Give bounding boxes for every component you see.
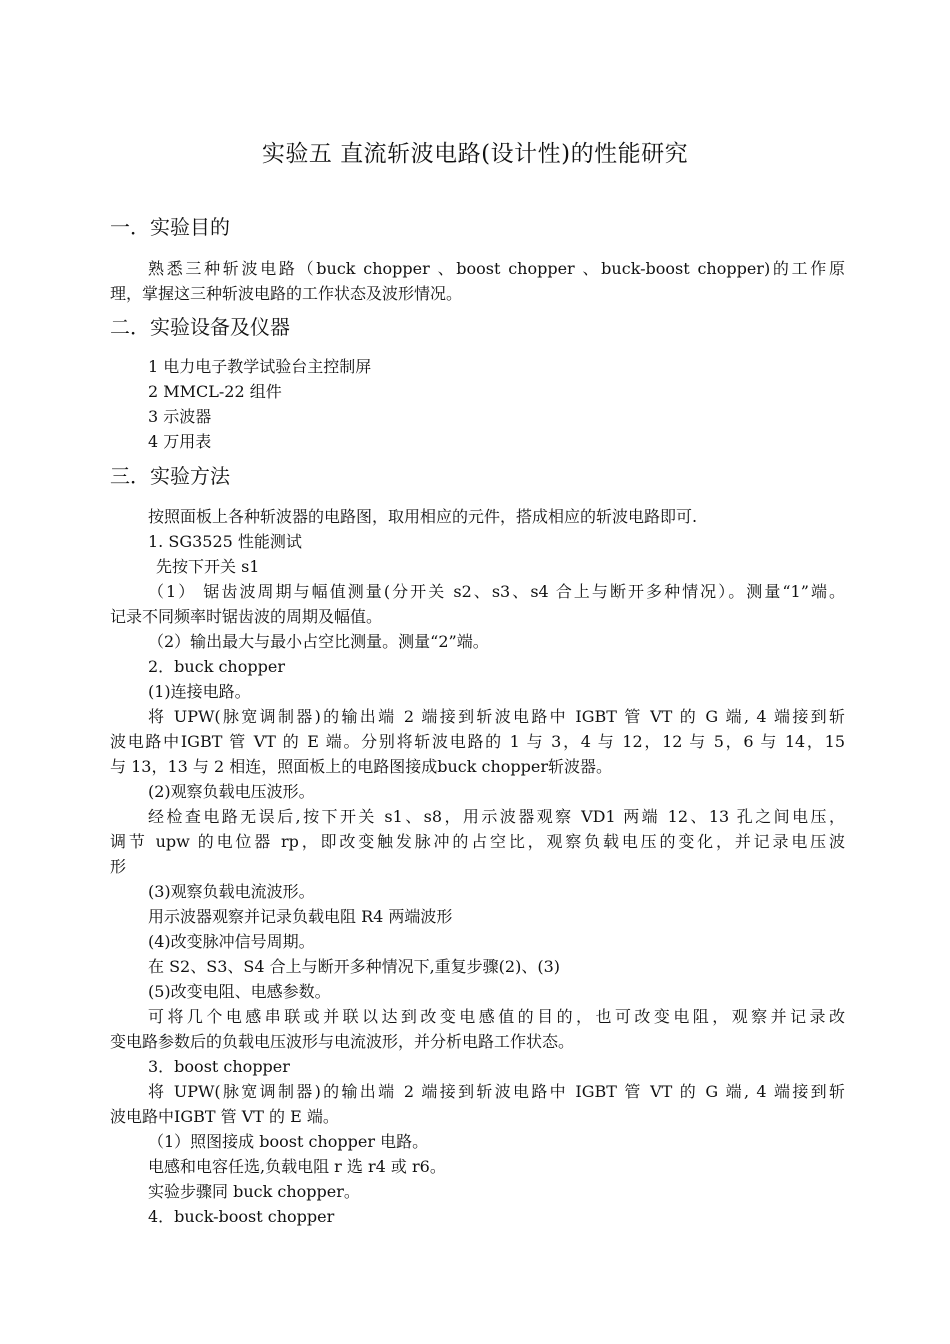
paragraph-line: 将 UPW(脉宽调制器)的输出端 2 端接到斩波电路中 IGBT 管 VT 的 G 端, 4 端接到斩	[148, 707, 845, 726]
paragraph-line: 按照面板上各种斩波器的电路图，取用相应的元件，搭成相应的斩波电路即可.	[148, 507, 698, 526]
paragraph-line: 可将几个电感串联或并联以达到改变电感值的目的，也可改变电阻，观察并记录改	[148, 1007, 845, 1026]
paragraph-line: 3．boost chopper	[148, 1057, 290, 1076]
paragraph-line: （1） 锯齿波周期与幅值测量(分开关 s2、s3、s4 合上与断开多种情况）。测量“1”端。	[148, 582, 845, 601]
paragraph-line: 调节 upw 的电位器 rp，即改变触发脉冲的占空比，观察负载电压的变化，并记录电压波	[110, 832, 845, 851]
list-item: 2 MMCL-22 组件	[148, 382, 282, 401]
paragraph-line: 变电路参数后的负载电压波形与电流波形，并分析电路工作状态。	[110, 1032, 575, 1051]
paragraph-line: 在 S2、S3、S4 合上与断开多种情况下,重复步骤(2)、(3)	[148, 957, 561, 976]
paragraph-line: 理，掌握这三种斩波电路的工作状态及波形情况。	[110, 284, 463, 303]
paragraph-line: (5)改变电阻、电感参数。	[148, 982, 331, 1001]
section-heading-equipment: 二．实验设备及仪器	[110, 315, 290, 339]
paragraph-line: (2)观察负载电压波形。	[148, 782, 315, 801]
paragraph-line: 1. SG3525 性能测试	[148, 532, 302, 551]
section-heading-purpose: 一．实验目的	[110, 215, 230, 239]
paragraph-line: 实验步骤同 buck chopper。	[148, 1182, 360, 1201]
paragraph-line: 与 13，13 与 2 相连，照面板上的电路图接成buck chopper斩波器。	[110, 757, 613, 776]
section-heading-method: 三．实验方法	[110, 464, 230, 488]
paragraph-line: 4．buck-boost chopper	[148, 1207, 335, 1226]
paragraph-line: 2．buck chopper	[148, 657, 285, 676]
paragraph-line: (4)改变脉冲信号周期。	[148, 932, 315, 951]
paragraph-line: 用示波器观察并记录负载电阻 R4 两端波形	[148, 907, 453, 926]
paragraph-line: 波电路中IGBT 管 VT 的 E 端。分别将斩波电路的 1 与 3，4 与 12，12 与 5，6 与 14，15	[110, 732, 845, 751]
equipment-list	[110, 354, 845, 454]
document-title: 实验五 直流斩波电路(设计性)的性能研究	[261, 141, 689, 167]
paragraph-line: (3)观察负载电流波形。	[148, 882, 315, 901]
paragraph-line: 将 UPW(脉宽调制器)的输出端 2 端接到斩波电路中 IGBT 管 VT 的 G 端, 4 端接到斩	[148, 1082, 845, 1101]
paragraph-line: 形	[110, 857, 127, 876]
paragraph-line: (1)连接电路。	[148, 682, 251, 701]
paragraph-line: （2）输出最大与最小占空比测量。测量“2”端。	[148, 632, 489, 651]
section-method-body	[110, 504, 845, 1229]
section-purpose-body	[110, 256, 845, 306]
paragraph-line: 波电路中IGBT 管 VT 的 E 端。	[110, 1107, 339, 1126]
paragraph-line: 电感和电容任选,负载电阻 r 选 r4 或 r6。	[148, 1157, 446, 1176]
list-item: 3 示波器	[148, 407, 212, 426]
paragraph-line: （1）照图接成 boost chopper 电路。	[148, 1132, 429, 1151]
paragraph-line: 先按下开关 s1	[156, 557, 260, 576]
paragraph-line: 记录不同频率时锯齿波的周期及幅值。	[110, 607, 383, 626]
list-item: 1 电力电子教学试验台主控制屏	[148, 357, 372, 376]
paragraph-line: 熟悉三种斩波电路（buck chopper 、boost chopper 、buck-boost chopper)的工作原	[148, 259, 845, 278]
list-item: 4 万用表	[148, 432, 212, 451]
paragraph-line: 经检查电路无误后,按下开关 s1、s8，用示波器观察 VD1 两端 12、13 孔之间电压，	[148, 807, 845, 826]
